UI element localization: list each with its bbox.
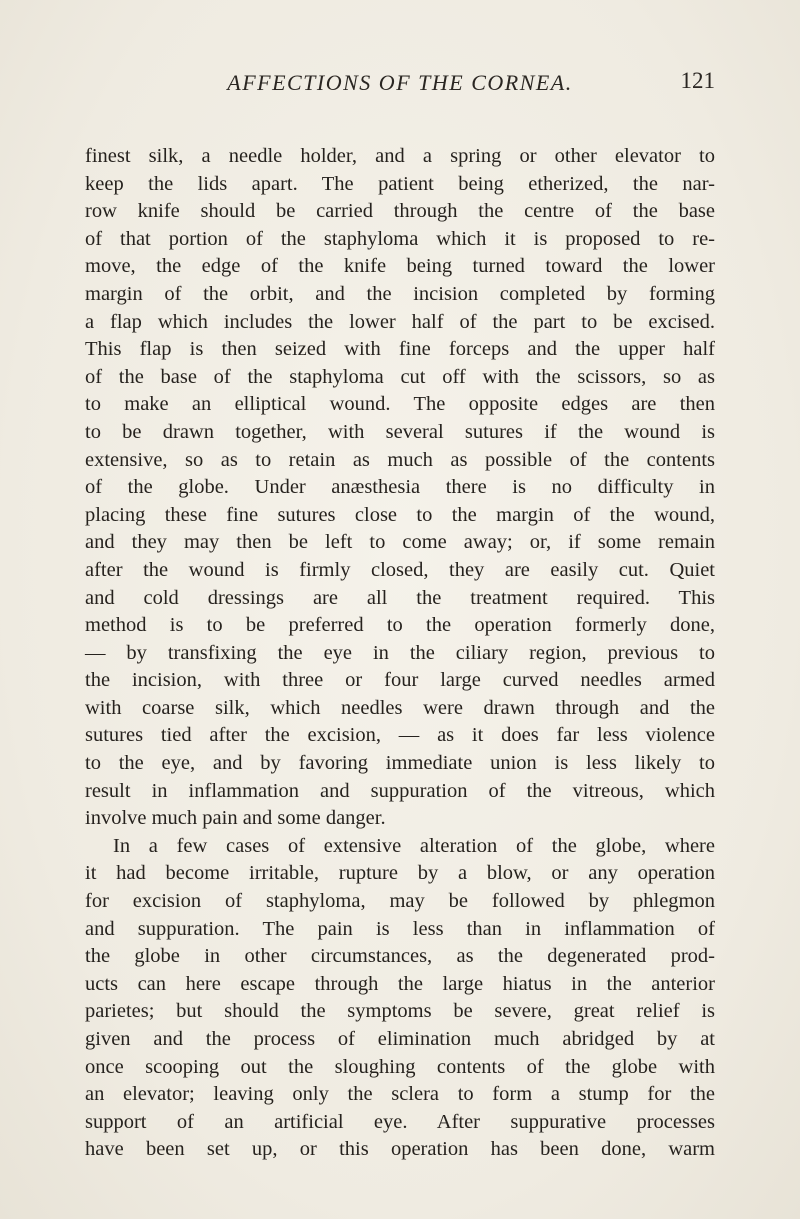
text-line: once scooping out the sloughing contents of the globe with (85, 1055, 715, 1078)
text-line: for excision of staphyloma, may be followed by phlegmon (85, 890, 715, 913)
text-line: support of an artificial eye. After suppurative processes (85, 1110, 715, 1133)
text-line: of the base of the staphyloma cut off with the scissors, so as (85, 365, 715, 388)
text-line: margin of the orbit, and the incision completed by forming (85, 282, 715, 305)
body-text (85, 143, 715, 1164)
text-line: and suppuration. The pain is less than in inflammation of (85, 917, 715, 940)
text-line: and cold dressings are all the treatment required. This (85, 586, 715, 609)
paragraph-start-line: In a few cases of extensive alteration of the globe, where (113, 834, 715, 857)
text-line: have been set up, or this operation has been done, warm (85, 1138, 715, 1161)
page-number: 121 (680, 68, 715, 93)
running-head (85, 64, 715, 104)
text-line: to make an elliptical wound. The opposite edges are then (85, 393, 715, 416)
text-line: — by transfixing the eye in the ciliary region, previous to (85, 641, 715, 664)
chapter-running-title: AFFECTIONS OF THE CORNEA. (227, 70, 573, 95)
text-line: an elevator; leaving only the sclera to form a stump for the (85, 1083, 715, 1106)
text-line: This flap is then seized with fine forceps and the upper half (85, 338, 715, 361)
text-line: of the globe. Under anæsthesia there is no difficulty in (85, 476, 715, 499)
text-line: after the wound is firmly closed, they are easily cut. Quiet (85, 558, 715, 581)
text-line: parietes; but should the symptoms be severe, great relief is (85, 1000, 715, 1023)
text-line: to the eye, and by favoring immediate union is less likely to (85, 752, 715, 775)
text-line: given and the process of elimination much abridged by at (85, 1028, 715, 1050)
text-line: finest silk, a needle holder, and a spring or other elevator to (85, 145, 715, 167)
text-line: and they may then be left to come away; or, if some remain (85, 531, 715, 554)
paragraph-end-line: involve much pain and some danger. (85, 807, 386, 830)
text-line: move, the edge of the knife being turned toward the lower (85, 255, 715, 278)
text-line: row knife should be carried through the centre of the base (85, 200, 715, 223)
text-line: the incision, with three or four large curved needles armed (85, 669, 715, 692)
text-line: to be drawn together, with several sutures if the wound is (85, 420, 715, 443)
text-line: ucts can here escape through the large hiatus in the anterior (85, 972, 715, 995)
text-line: extensive, so as to retain as much as possible of the contents (85, 448, 715, 471)
text-line: sutures tied after the excision, — as it does far less violence (85, 724, 715, 747)
text-line: placing these fine sutures close to the margin of the wound, (85, 503, 715, 526)
text-line: method is to be preferred to the operation formerly done, (85, 614, 715, 637)
text-line: with coarse silk, which needles were drawn through and the (85, 696, 715, 719)
text-line: a flap which includes the lower half of the part to be excised. (85, 310, 715, 333)
text-line: result in inflammation and suppuration of the vitreous, which (85, 779, 715, 802)
text-line: keep the lids apart. The patient being etherized, the nar- (85, 172, 715, 195)
text-line: of that portion of the staphyloma which it is proposed to re- (85, 227, 715, 250)
text-line: the globe in other circumstances, as the degenerated prod- (85, 945, 715, 968)
text-line: it had become irritable, rupture by a blow, or any operation (85, 862, 715, 885)
